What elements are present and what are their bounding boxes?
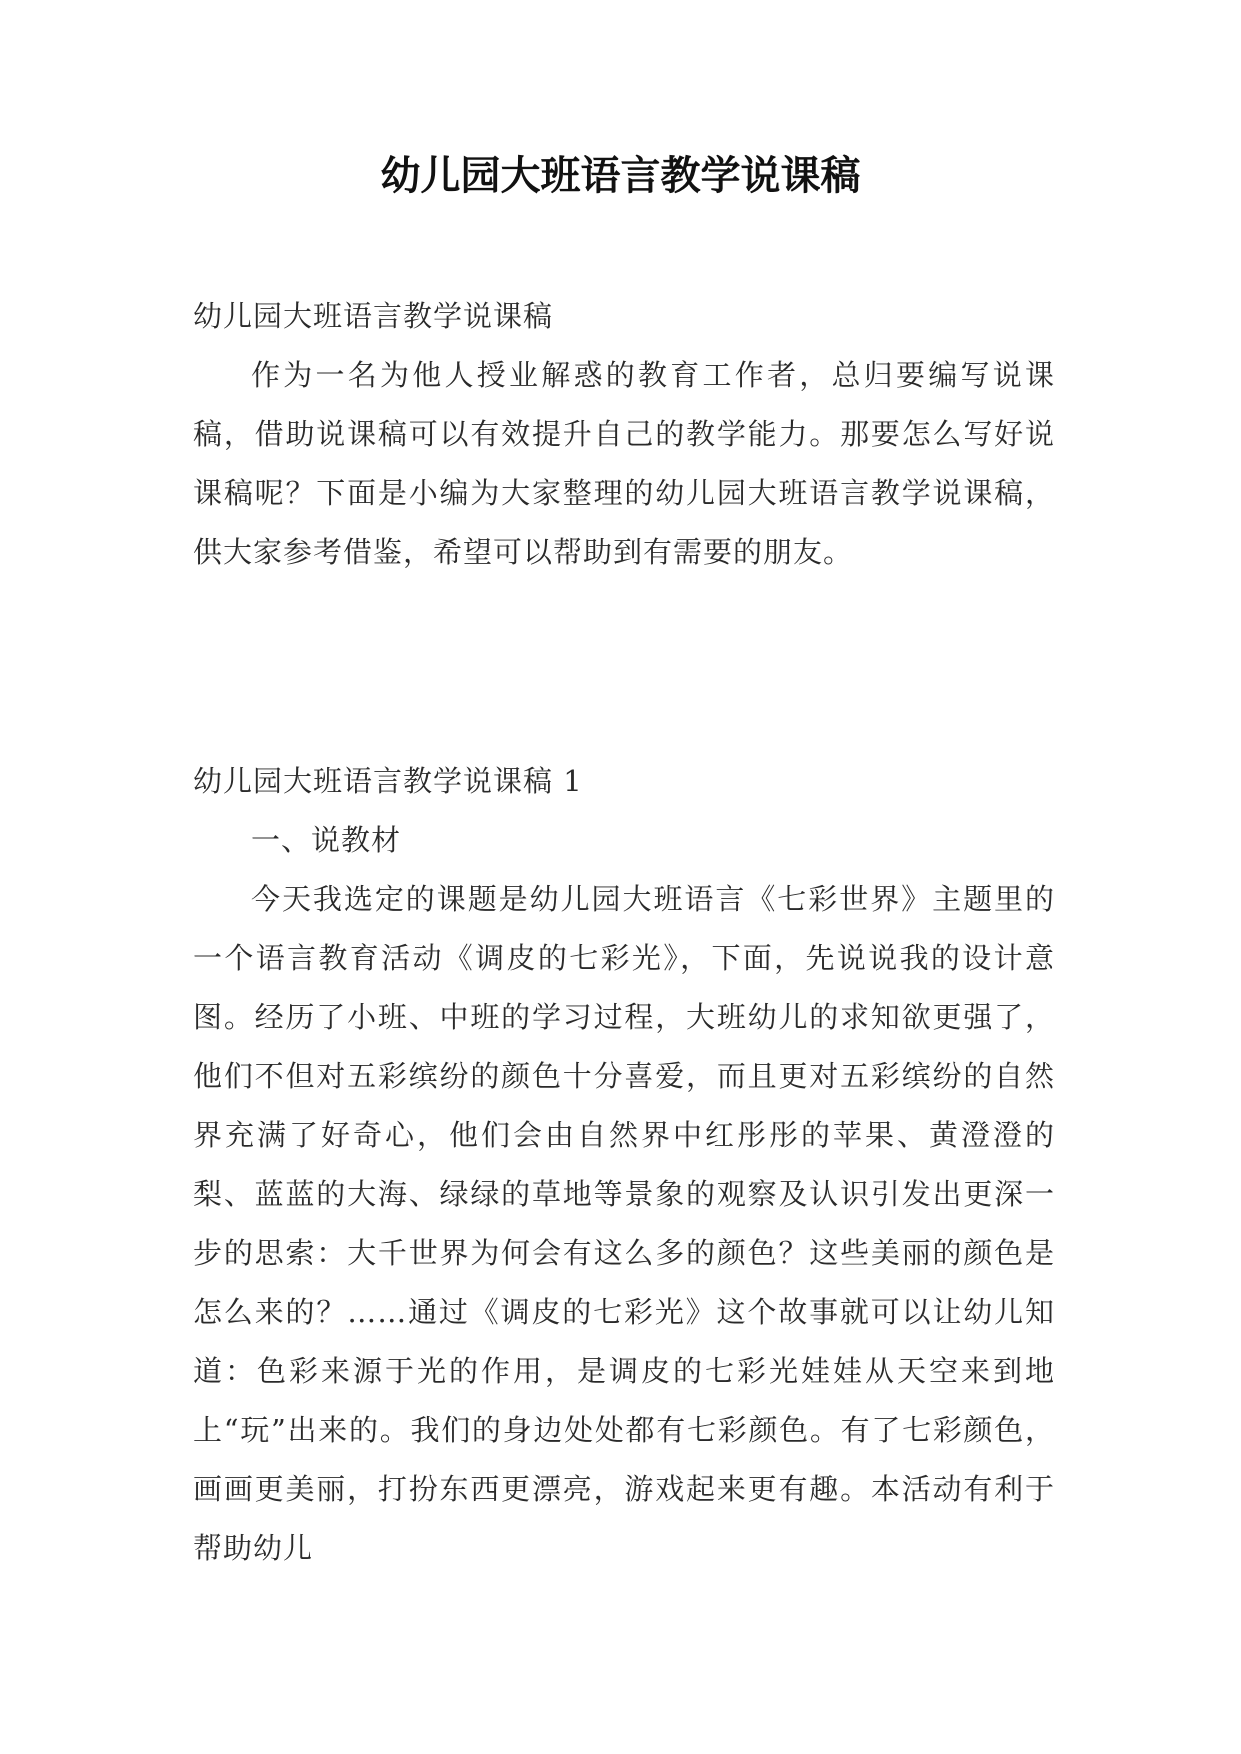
section-one [193, 752, 1055, 1578]
section-paragraph: 今天我选定的课题是幼儿园大班语言《七彩世界》主题里的一个语言教育活动《调皮的七彩光》，下面，先说说我的设计意图。经历了小班、中班的学习过程，大班幼儿的求知欲更强了，他们不但对五彩缤纷的颜色十分喜爱，而且更对五彩缤纷的自然界充满了好奇心，他们会由自然界中红彤彤的苹果、黄澄澄的梨、蓝蓝的大海、绿绿的草地等景象的观察及认识引发出更深一步的思索：大千世界为何会有这么多的颜色？这些美丽的颜色是怎么来的？……通过《调皮的七彩光》这个故事就可以让幼儿知道：色彩来源于光的作用，是调皮的七彩光娃娃从天空来到地上“玩”出来的。我们的身边处处都有七彩颜色。有了七彩颜色，画画更美丽，打扮东西更漂亮，游戏起来更有趣。本活动有利于帮助幼儿 [193, 882, 1055, 1565]
section-heading: 幼儿园大班语言教学说课稿 1 [193, 764, 583, 798]
intro-heading: 幼儿园大班语言教学说课稿 [193, 299, 554, 333]
intro-paragraph: 作为一名为他人授业解惑的教育工作者，总归要编写说课稿，借助说课稿可以有效提升自己的教学能力。那要怎么写好说课稿呢？下面是小编为大家整理的幼儿园大班语言教学说课稿，供大家参考借鉴，希望可以帮助到有需要的朋友。 [193, 358, 1055, 569]
subsection-heading: 一、说教材 [251, 823, 402, 857]
page-title: 幼儿园大班语言教学说课稿 [380, 152, 861, 199]
intro-section [193, 287, 1055, 582]
